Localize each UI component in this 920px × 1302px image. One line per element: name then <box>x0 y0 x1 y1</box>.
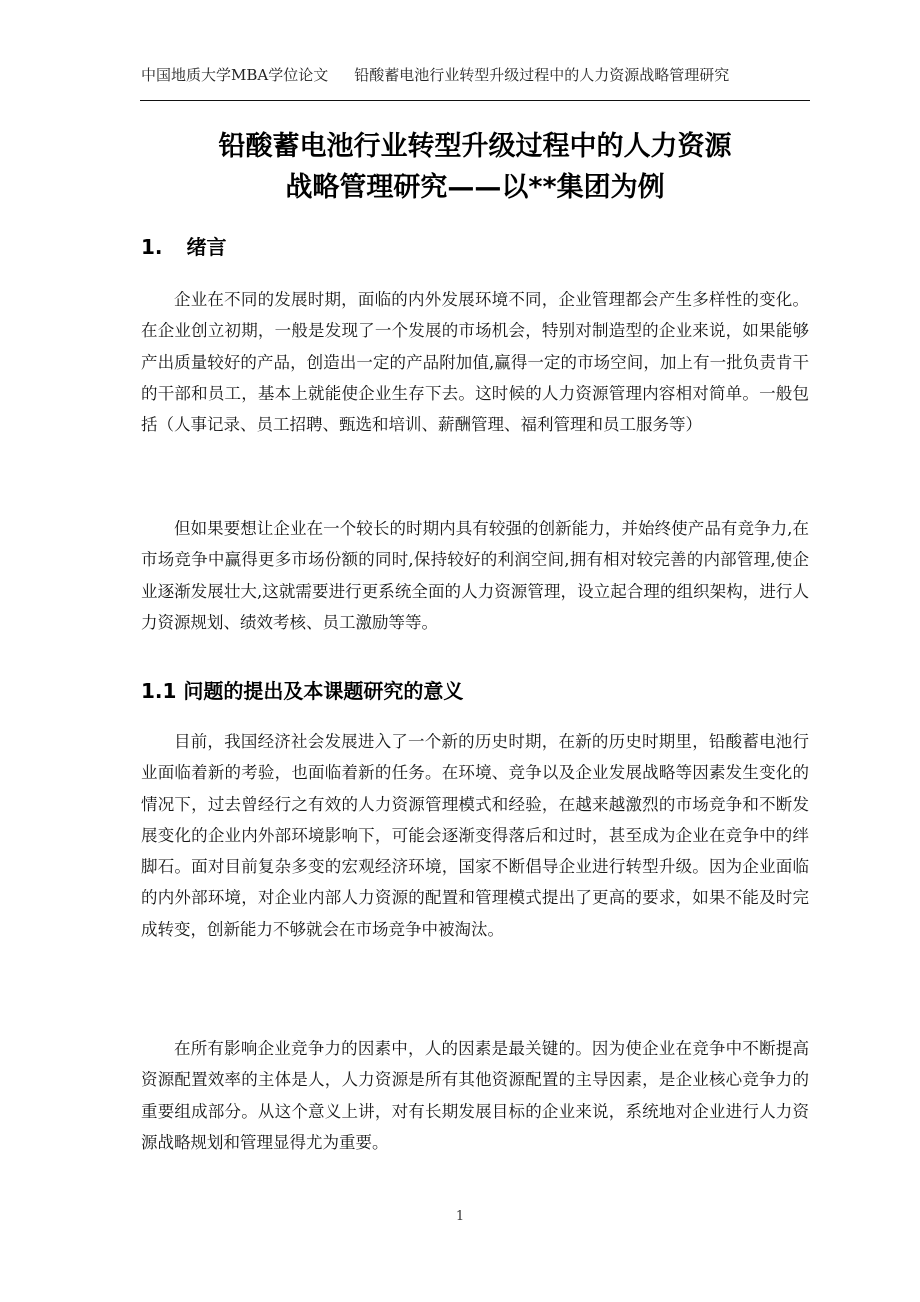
paper-title-line-2: 战略管理研究——以**集团为例 <box>285 172 665 203</box>
section-1-1-paragraph-1: 目前，我国经济社会发展进入了一个新的历史时期，在新的历史时期里，铅酸蓄电池行业面临着新的考验，也面临着新的任务。在环境、竞争以及企业发展战略等因素发生变化的情况下，过去曾经行之有效的人力资源管理模式和经验，在越来越激烈的市场竞争和不断发展变化的企业内外部环境影响下，可能会逐渐变得落后和过时，甚至成为企业在竞争中的绊脚石。面对目前复杂多变的宏观经济环境，国家不断倡导企业进行转型升级。因为企业面临的内外部环境，对企业内部人力资源的配置和管理模式提出了更高的要求，如果不能及时完成转变，创新能力不够就会在市场竞争中被淘汰。 <box>141 732 809 939</box>
paper-title <box>110 126 840 208</box>
section-1-1-paragraph-2: 在所有影响企业竞争力的因素中，人的因素是最关键的。因为使企业在竞争中不断提高资源配置效率的主体是人，人力资源是所有其他资源配置的主导因素，是企业核心竞争力的重要组成部分。从这个意义上讲，对有长期发展目标的企业来说，系统地对企业进行人力资源战略规划和管理显得尤为重要。 <box>141 1039 809 1152</box>
section-1-heading <box>141 232 227 262</box>
paper-title-line-1: 铅酸蓄电池行业转型升级过程中的人力资源 <box>218 131 732 162</box>
header-rule <box>140 100 810 101</box>
section-1-number: 1. <box>141 235 163 259</box>
section-1-paragraph-2: 但如果要想让企业在一个较长的时期内具有较强的创新能力，并始终使产品有竞争力,在市场竞争中赢得更多市场份额的同时,保持较好的利润空间,拥有相对较完善的内部管理,使企业逐渐发展壮大,这就需要进行更系统全面的人力资源管理，设立起合理的组织架构，进行人力资源规划、绩效考核、员工激励等等。 <box>141 519 809 632</box>
running-header <box>141 64 809 86</box>
running-header-thesis-title: 铅酸蓄电池行业转型升级过程中的人力资源战略管理研究 <box>354 66 730 84</box>
section-1-paragraph-1: 企业在不同的发展时期，面临的内外发展环境不同，企业管理都会产生多样性的变化。在企业创立初期，一般是发现了一个发展的市场机会，特别对制造型的企业来说，如果能够产出质量较好的产品，创造出一定的产品附加值,赢得一定的市场空间，加上有一批负责肯干的干部和员工，基本上就能使企业生存下去。这时候的人力资源管理内容相对简单。一般包括（人事记录、员工招聘、甄选和培训、薪酬管理、福利管理和员工服务等） <box>141 290 809 435</box>
section-1-title: 绪言 <box>186 235 227 259</box>
page-number: 1 <box>455 1209 465 1224</box>
running-header-thesis-label: 中国地质大学MBA学位论文 <box>141 66 329 84</box>
section-1-1-heading: 1.1 问题的提出及本课题研究的意义 <box>141 679 464 703</box>
